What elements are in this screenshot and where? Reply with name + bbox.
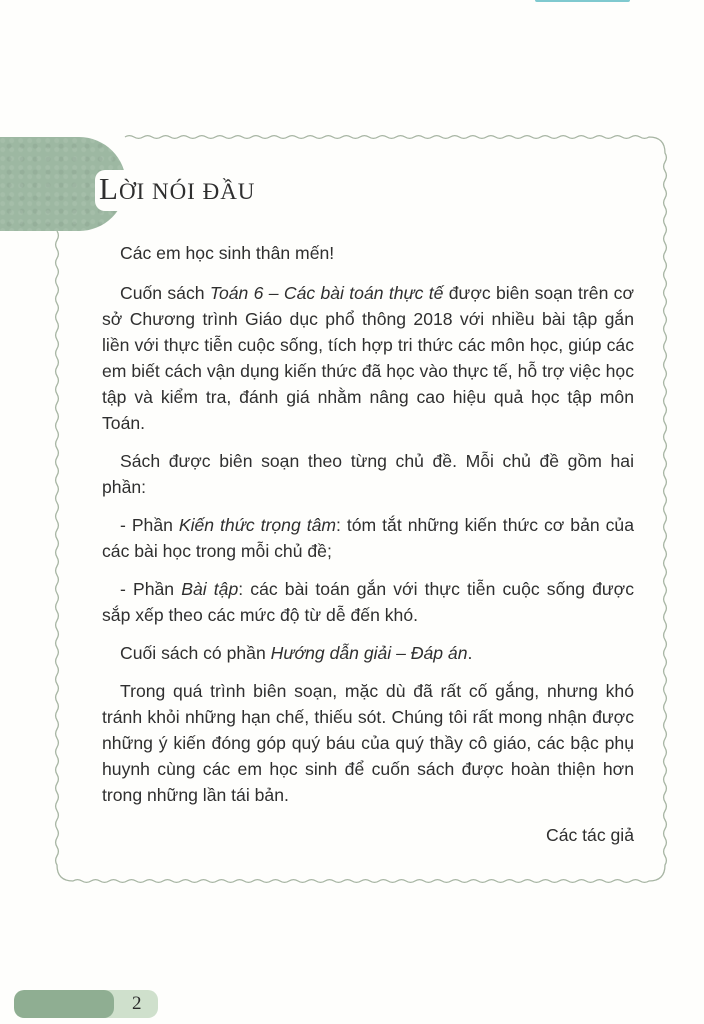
section-key-knowledge: - Phần Kiến thức trọng tâm: tóm tắt những kiến thức cơ bản của các bài học trong mỗi chủ đề; xyxy=(102,515,634,561)
page-title: LỜI NÓI ĐẦU xyxy=(95,170,261,211)
section-exercises: - Phần Bài tập: các bài toán gắn với thực tiễn cuộc sống được sắp xếp theo các mức độ từ dễ đến khó. xyxy=(102,579,634,625)
preface-body xyxy=(102,240,634,860)
feedback-paragraph: Trong quá trình biên soạn, mặc dù đã rất cố gắng, nhưng khó tránh khỏi những hạn chế, thiếu sót. Chúng tôi rất mong nhận được những ý kiến đóng góp quý báu của quý thầy cô giáo, các bậc phụ huynh cùng các em học sinh để cuốn sách được hoàn thiện hơn trong những lần tái bản. xyxy=(102,681,634,805)
intro-paragraph: Cuốn sách Toán 6 – Các bài toán thực tế được biên soạn trên cơ sở Chương trình Giáo dục phổ thông 2018 với nhiều bài tập gắn liền với thực tiễn cuộc sống, tích hợp tri thức các môn học, giúp các em biết cách vận dụng kiến thức đã học vào thực tế, hỗ trợ việc học tập và kiểm tra, đánh giá nhằm nâng cao hiệu quả học tập môn Toán. xyxy=(102,283,635,433)
top-edge-strip xyxy=(535,0,630,2)
page-badge-decoration xyxy=(14,990,114,1018)
signature: Các tác giả xyxy=(545,825,634,845)
structure-paragraph: Sách được biên soạn theo từng chủ đề. Mỗi chủ đề gồm hai phần: xyxy=(102,451,634,497)
page-number: 2 xyxy=(132,993,142,1014)
book-title: Toán 6 – Các bài toán thực tế xyxy=(209,283,444,303)
page-number-badge xyxy=(14,990,158,1018)
answers-paragraph: Cuối sách có phần Hướng dẫn giải – Đáp án. xyxy=(120,643,473,663)
greeting-paragraph: Các em học sinh thân mến! xyxy=(120,243,335,263)
